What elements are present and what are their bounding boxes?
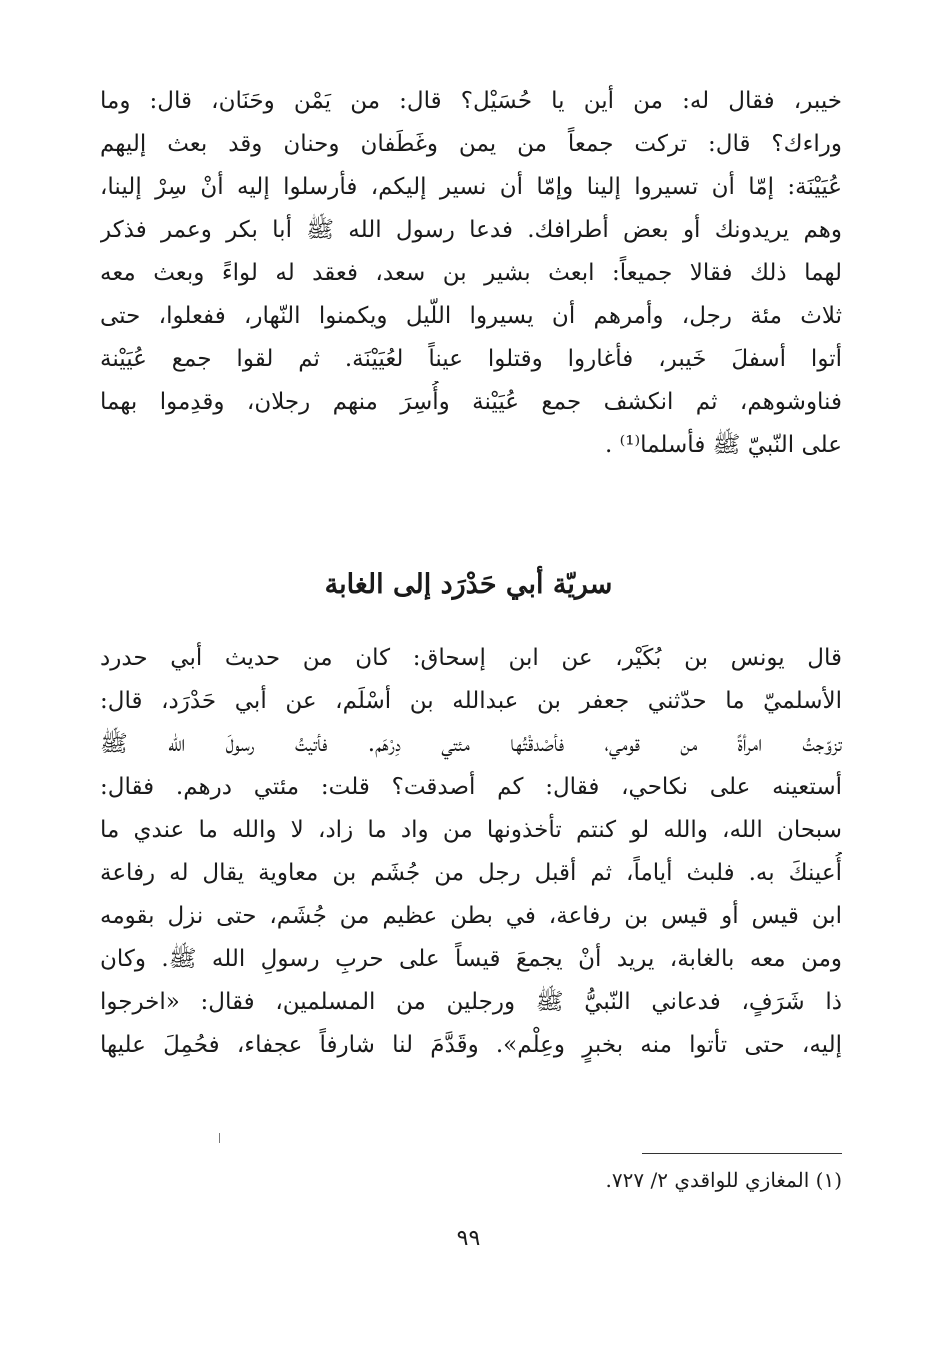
text-line: أتوا أسفلَ خَيبر، فأغاروا وقتلوا عيناً لعُيَيْنَة. ثم لقوا جمع عُيَيْنة (100, 346, 842, 372)
page-number: ٩٩ (456, 1226, 481, 1251)
text-line: عُيَيْنَة: إمّا أن تسيروا إلينا وإمّا أن نسير إليكم، فأرسلوا إليه أنْ سِرْ إلينا، (100, 174, 842, 200)
text-line: قال يونس بن بُكَيْر، عن ابن إسحاق: كان من حديث أبي حدرد (100, 645, 842, 671)
section-heading: سريّة أبي حَدْرَد إلى الغابة (324, 569, 613, 600)
footnote: (١) المغازي للواقدي ٢/ ٧٢٧. (605, 1168, 842, 1192)
text-line: على النّبيّ ﷺ فأسلما⁽¹⁾ . (604, 432, 842, 458)
text-line: أُعينكَ به. فلبث أياماً، ثم أقبل رجل من جُشَم بن معاوية يقال له رفاعة (100, 860, 842, 886)
text-line: الأسلميّ ما حدّثني جعفر بن عبدالله بن أسْلَم، عن أبي حَدْرَد، قال: (100, 688, 842, 714)
paragraph-main (100, 637, 842, 1067)
text-line: وراءك؟ قال: تركت جمعاً من يمن وغَطَفان وحنان وقد بعث إليهم (100, 131, 842, 157)
text-line: ومن معه بالغابة، يريد أنْ يجمعَ قيساً على حربِ رسولِ الله ﷺ. وكان (100, 946, 842, 972)
text-line: ذا شَرَفٍ، فدعاني النّبيُّ ﷺ ورجلين من المسلمين، فقال: «اخرجوا (100, 989, 842, 1015)
paragraph-continuation (100, 80, 842, 467)
text-line: فناوشوهم، ثم انكشف جمع عُيَيْنة وأُسِرَ منهم رجلان، وقدِموا بهما (100, 389, 842, 415)
text-line: تزوّجتُ امرأةً من قومي، فأصْدقْتُها مئتي دِرْهَم. فأتيتُ رسولَ الله ﷺ (100, 731, 842, 757)
text-line: خيبر، فقال له: من أين يا حُسَيْل؟ قال: من يَمْن وحَنَان، قال: وما (100, 88, 842, 114)
text-line: إليه، حتى تأتوا منه بخبرٍ وعِلْم». وقَدَّمَ لنا شارفاً عجفاء، فحُمِلَ عليها (100, 1032, 842, 1058)
text-line: سبحان الله، والله لو كنتم تأخذونها من واد ما زاد، لا والله ما عندي ما (100, 817, 842, 843)
text-line: ثلاث مئة رجل، وأمرهم أن يسيروا اللّيل ويكمنوا النّهار، ففعلوا، حتى (100, 303, 842, 329)
text-line: ابن قيس أو قيس بن رفاعة، في بطن عظيم من جُشَم، حتى نزل بقومه (100, 903, 842, 929)
text-line: أستعينه على نكاحي، فقال: كم أصدقت؟ قلت: مئتي درهم. فقال: (100, 774, 842, 800)
footnote-divider (642, 1153, 842, 1154)
text-line: لهما ذلك فقالا جميعاً: ابعث بشير بن سعد، فعقد له لواءً وبعث معه (100, 260, 842, 286)
print-mark (219, 1133, 220, 1143)
text-line: وهم يريدونك أو بعض أطرافك. فدعا رسول الله ﷺ أبا بكر وعمر فذكر (100, 217, 842, 243)
